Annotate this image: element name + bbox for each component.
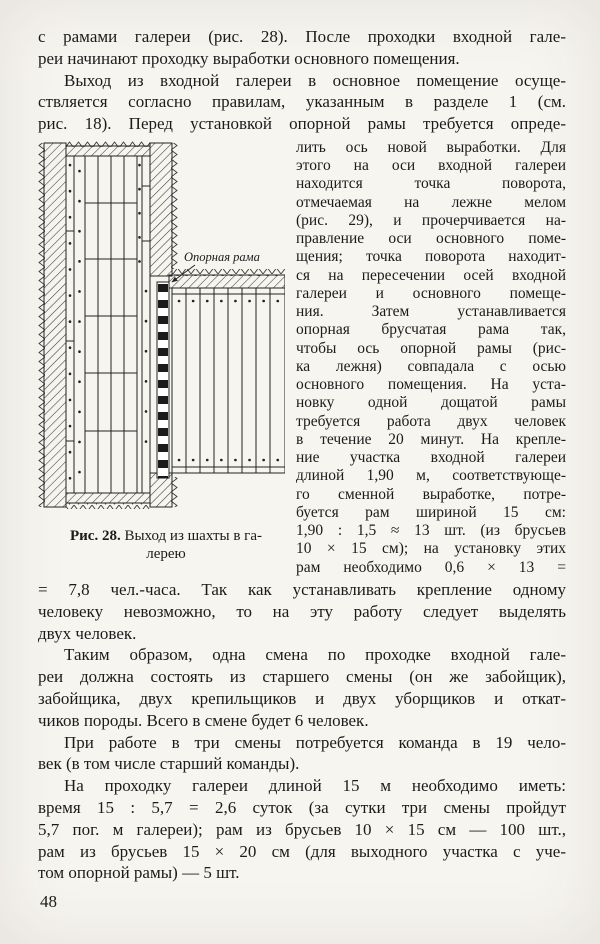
text-line: том опорной рамы) — 5 шт.	[38, 863, 240, 883]
text-line: рам из брусьев 15 × 20 см (для выходного участка с уче-	[38, 841, 566, 861]
shaft-top-cap	[66, 141, 150, 156]
text-line: ка лежня) совпадала с осью	[296, 357, 566, 375]
text-line: опорная брусчатая рама так,	[296, 321, 566, 339]
text-line: забойщика, двух крепильщиков и двух уборщиков и откат-	[38, 688, 566, 708]
shaft-bottom-cap	[66, 493, 150, 509]
text-line: 10 × 15 см); на установку этих	[296, 540, 566, 558]
text-line: (рис. 29), и прочерчивается на-	[296, 211, 566, 229]
text-line: человеку невозможно, то на эту работу следует выделять	[38, 601, 566, 621]
shaft-right-wall-upper	[150, 143, 178, 276]
text-line: основного помещения. На уста-	[296, 376, 566, 394]
text-line: Выход из входной галереи в основное помещение осуще-	[64, 70, 566, 90]
text-line: новку одной дощатой рамы	[296, 394, 566, 412]
wrapped-text-column	[294, 139, 566, 577]
text-line: требуется работа двух человек	[296, 412, 566, 430]
figure-28-drawing	[38, 141, 285, 513]
text-line: 1,90 : 1,5 ≈ 13 шт. (из брусьев	[296, 522, 566, 540]
text-line: реи должна состоять из старшего смены (он же забойщик),	[38, 667, 566, 687]
figure-caption-text: Выход из шахты в га-	[120, 527, 262, 544]
figure-text-row	[38, 139, 566, 577]
text-line: век (в том числе старший команды).	[38, 754, 300, 774]
body-paragraph-6	[38, 775, 566, 884]
text-line: рис. 18). Перед установкой опорной рамы требуется опреде-	[38, 114, 566, 134]
text-line: с рамами галереи (рис. 28). После проходки входной гале-	[38, 27, 566, 46]
support-frame-strip	[157, 282, 169, 478]
body-text	[38, 579, 566, 884]
figure-caption-line2: лерею	[146, 545, 186, 562]
text-line: рам необходимо 0,6 × 13 =	[296, 558, 566, 576]
text-line: щения; точка поворота находит-	[296, 248, 566, 266]
text-line: длиной 1,90 м, соответствующе-	[296, 467, 566, 485]
text-line: 5,7 пог. м галереи); рам из брусьев 10 × 15 см — 100 шт.,	[38, 819, 566, 839]
intro-paragraph-1	[38, 26, 566, 70]
text-line: правление оси основного поме-	[296, 230, 566, 248]
text-line: лить ось новой выработки. Для	[296, 138, 566, 156]
figure-28	[38, 139, 294, 577]
text-line: галереи и основного помеще-	[296, 284, 566, 302]
text-line: чтобы ось опорной рамы (рис-	[296, 339, 566, 357]
text-line: ния. Затем устанавливается	[296, 303, 566, 321]
text-line: время 15 : 5,7 = 2,6 суток (за сутки три смены пройдут	[38, 797, 566, 817]
text-line: чиков породы. Всего в смене будет 6 человек.	[38, 710, 369, 730]
shaft-nail-dots	[70, 165, 146, 487]
text-line: = 7,8 чел.-часа. Так как устанавливать крепление одному	[38, 579, 566, 599]
text-line: При работе в три смены потребуется команда в 19 чело-	[64, 732, 566, 752]
intro-paragraph-2	[38, 70, 566, 135]
support-frame-label: Опорная рама	[184, 249, 260, 264]
text-line: реи начинают проходку выработки основного помещения.	[38, 48, 460, 68]
text-line: находится точка поворота,	[296, 175, 566, 193]
gallery-nail-dots	[179, 301, 283, 460]
text-line: двух человек.	[38, 623, 137, 643]
text-line: го сменной выработке, потре-	[296, 485, 566, 503]
text-line: буется рам шириной 15 см:	[296, 503, 566, 521]
body-paragraph-3	[38, 579, 566, 644]
text-line: отмечаемая на лежне мелом	[296, 193, 566, 211]
text-line: ние участка входной галереи	[296, 449, 566, 467]
gallery-timbering	[172, 288, 285, 473]
text-line: в течение 20 минут. На крепле-	[296, 430, 566, 448]
text-line: этого на оси входной галереи	[296, 157, 566, 175]
text-line: На проходку галереи длиной 15 м необходимо иметь:	[64, 776, 566, 796]
text-line: ся на пересечении осей входной	[296, 266, 566, 284]
figure-caption	[38, 527, 294, 563]
text-line: ствляется согласно правилам, указанным в разделе 1 (см.	[38, 92, 566, 112]
text-line: Таким образом, одна смена по проходке входной гале-	[64, 645, 566, 665]
figure-caption-ref: Рис. 28.	[70, 527, 121, 544]
body-paragraph-5	[38, 732, 566, 776]
shaft-left-wall	[38, 143, 66, 507]
page-number: 48	[40, 892, 57, 911]
figure-caption-line1	[38, 527, 294, 545]
body-paragraph-4	[38, 644, 566, 731]
